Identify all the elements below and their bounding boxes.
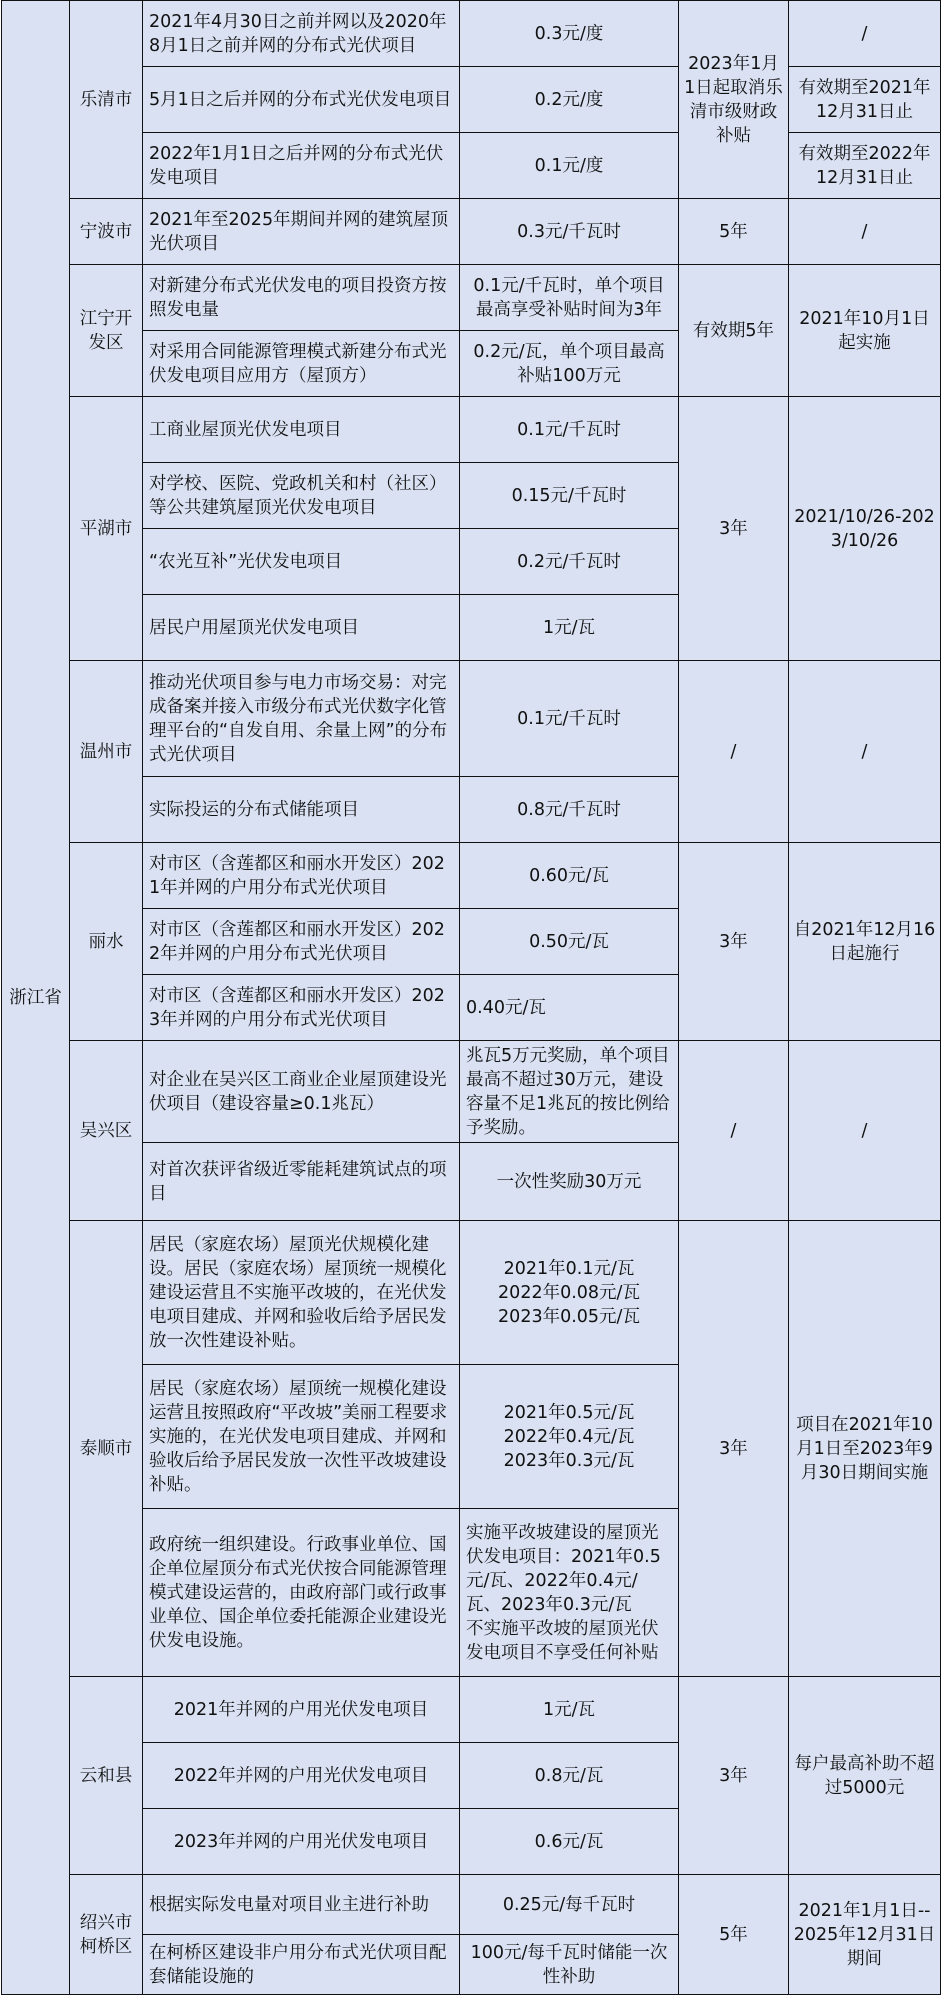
table-row — [2, 397, 941, 463]
table-row — [2, 1041, 941, 1143]
validity-cell: / — [789, 1, 941, 67]
city-cell-taishun: 泰顺市 — [70, 1221, 143, 1677]
validity-cell: 2021/10/26-2023/10/26 — [789, 397, 941, 661]
subsidy-policy-table — [1, 0, 941, 1995]
project-cell: 工商业屋顶光伏发电项目 — [143, 397, 460, 463]
city-cell-jiangning: 江宁开发区 — [70, 265, 143, 397]
city-cell-wenzhou: 温州市 — [70, 661, 143, 843]
project-cell: 2021年并网的户用光伏发电项目 — [143, 1677, 460, 1743]
table-row — [2, 133, 941, 199]
project-cell: 推动光伏项目参与电力市场交易：对完成备案并接入市级分布式光伏数字化管理平台的“自发自用、余量上网”的分布式光伏项目 — [143, 661, 460, 777]
duration-cell: 2023年1月1日起取消乐清市级财政补贴 — [679, 1, 789, 199]
project-cell: 2021年4月30日之前并网以及2020年8月1日之前并网的分布式光伏项目 — [143, 1, 460, 67]
validity-cell: 有效期至2022年12月31日止 — [789, 133, 941, 199]
subsidy-cell: 兆瓦5万元奖励，单个项目最高不超过30万元，建设容量不足1兆瓦的按比例给予奖励。 — [460, 1041, 679, 1143]
subsidy-cell: 0.50元/瓦 — [460, 909, 679, 975]
project-cell: 政府统一组织建设。行政事业单位、国企单位屋顶分布式光伏按合同能源管理模式建设运营的，由政府部门或行政事业单位、国企单位委托能源企业建设光伏发电设施。 — [143, 1509, 460, 1677]
validity-cell: 有效期至2021年12月31日止 — [789, 67, 941, 133]
subsidy-cell: 0.8元/瓦 — [460, 1743, 679, 1809]
duration-cell: 有效期5年 — [679, 265, 789, 397]
project-cell: 对市区（含莲都区和丽水开发区）2023年并网的户用分布式光伏项目 — [143, 975, 460, 1041]
project-cell: 对企业在吴兴区工商业企业屋顶建设光伏项目（建设容量≥0.1兆瓦） — [143, 1041, 460, 1143]
city-cell-yueqing: 乐清市 — [70, 1, 143, 199]
subsidy-cell: 0.40元/瓦 — [460, 975, 679, 1041]
subsidy-line: 2021年0.5元/瓦 — [503, 1402, 635, 1423]
table-row — [2, 661, 941, 777]
subsidy-cell: 0.1元/千瓦时 — [460, 661, 679, 777]
city-cell-keqiao: 绍兴市柯桥区 — [70, 1875, 143, 1995]
city-cell-ningbo: 宁波市 — [70, 199, 143, 265]
table-row — [2, 1, 941, 67]
subsidy-cell — [460, 1509, 679, 1677]
duration-cell: 5年 — [679, 1875, 789, 1995]
subsidy-cell: 0.1元/千瓦时，单个项目最高享受补贴时间为3年 — [460, 265, 679, 331]
subsidy-cell: 0.2元/千瓦时 — [460, 529, 679, 595]
project-cell: 对首次获评省级近零能耗建筑试点的项目 — [143, 1143, 460, 1221]
subsidy-cell: 0.15元/千瓦时 — [460, 463, 679, 529]
project-cell: 2022年1月1日之后并网的分布式光伏发电项目 — [143, 133, 460, 199]
project-cell: 对新建分布式光伏发电的项目投资方按照发电量 — [143, 265, 460, 331]
validity-cell: 2021年10月1日起实施 — [789, 265, 941, 397]
subsidy-cell: 0.60元/瓦 — [460, 843, 679, 909]
project-cell: 2022年并网的户用光伏发电项目 — [143, 1743, 460, 1809]
subsidy-line: 2022年0.08元/瓦 — [498, 1282, 640, 1303]
subsidy-cell: 0.3元/度 — [460, 1, 679, 67]
subsidy-cell: 0.8元/千瓦时 — [460, 777, 679, 843]
duration-cell: 5年 — [679, 199, 789, 265]
duration-cell: 3年 — [679, 1221, 789, 1677]
city-cell-yunhe: 云和县 — [70, 1677, 143, 1875]
subsidy-cell: 一次性奖励30万元 — [460, 1143, 679, 1221]
validity-cell: 2021年1月1日--2025年12月31日期间 — [789, 1875, 941, 1995]
subsidy-cell: 1元/瓦 — [460, 1677, 679, 1743]
city-cell-pinghu: 平湖市 — [70, 397, 143, 661]
project-cell: 在柯桥区建设非户用分布式光伏项目配套储能设施的 — [143, 1935, 460, 1995]
table-row — [2, 1677, 941, 1743]
city-cell-wuxing: 吴兴区 — [70, 1041, 143, 1221]
validity-cell: / — [789, 199, 941, 265]
project-cell: 居民（家庭农场）屋顶统一规模化建设运营且按照政府“平改坡”美丽工程要求实施的，在光伏发电项目建成、并网和验收后给予居民发放一次性平改坡建设补贴。 — [143, 1365, 460, 1509]
subsidy-cell: 0.2元/度 — [460, 67, 679, 133]
subsidy-cell: 1元/瓦 — [460, 595, 679, 661]
table-row — [2, 1875, 941, 1935]
project-cell: 居民（家庭农场）屋顶光伏规模化建设。居民（家庭农场）屋顶统一规模化建设运营且不实施平改坡的，在光伏发电项目建成、并网和验收后给予居民发放一次性建设补贴。 — [143, 1221, 460, 1365]
duration-cell: / — [679, 661, 789, 843]
project-cell: 实际投运的分布式储能项目 — [143, 777, 460, 843]
project-cell: “农光互补”光伏发电项目 — [143, 529, 460, 595]
project-cell: 对市区（含莲都区和丽水开发区）2022年并网的户用分布式光伏项目 — [143, 909, 460, 975]
province-cell: 浙江省 — [2, 1, 70, 1995]
validity-cell: 项目在2021年10月1日至2023年9月30日期间实施 — [789, 1221, 941, 1677]
table-row — [2, 265, 941, 331]
subsidy-line: 2023年0.05元/瓦 — [498, 1306, 640, 1327]
duration-cell: 3年 — [679, 1677, 789, 1875]
project-cell: 2023年并网的户用光伏发电项目 — [143, 1809, 460, 1875]
subsidy-cell: 0.2元/瓦，单个项目最高补贴100万元 — [460, 331, 679, 397]
subsidy-cell: 0.3元/千瓦时 — [460, 199, 679, 265]
subsidy-line: 2023年0.3元/瓦 — [503, 1450, 635, 1471]
subsidy-line: 不实施平改坡的屋顶光伏发电项目不享受任何补贴 — [466, 1618, 659, 1663]
validity-cell: 自2021年12月16日起施行 — [789, 843, 941, 1041]
subsidy-cell: 100元/每千瓦时储能一次性补助 — [460, 1935, 679, 1995]
table-row — [2, 1221, 941, 1365]
duration-cell: 3年 — [679, 397, 789, 661]
validity-cell: / — [789, 1041, 941, 1221]
project-cell: 居民户用屋顶光伏发电项目 — [143, 595, 460, 661]
subsidy-cell: 0.1元/度 — [460, 133, 679, 199]
project-cell: 对采用合同能源管理模式新建分布式光伏发电项目应用方（屋顶方） — [143, 331, 460, 397]
city-cell-lishui: 丽水 — [70, 843, 143, 1041]
subsidy-cell — [460, 1221, 679, 1365]
subsidy-line: 2021年0.1元/瓦 — [503, 1258, 635, 1279]
subsidy-line: 2022年0.4元/瓦 — [503, 1426, 635, 1447]
subsidy-cell — [460, 1365, 679, 1509]
validity-cell: / — [789, 661, 941, 843]
project-cell: 5月1日之后并网的分布式光伏发电项目 — [143, 67, 460, 133]
project-cell: 根据实际发电量对项目业主进行补助 — [143, 1875, 460, 1935]
validity-cell: 每户最高补助不超过5000元 — [789, 1677, 941, 1875]
project-cell: 对学校、医院、党政机关和村（社区）等公共建筑屋顶光伏发电项目 — [143, 463, 460, 529]
duration-cell: / — [679, 1041, 789, 1221]
duration-cell: 3年 — [679, 843, 789, 1041]
subsidy-cell: 0.25元/每千瓦时 — [460, 1875, 679, 1935]
project-cell: 2021年至2025年期间并网的建筑屋顶光伏项目 — [143, 199, 460, 265]
subsidy-cell: 0.1元/千瓦时 — [460, 397, 679, 463]
table-row — [2, 67, 941, 133]
subsidy-cell: 0.6元/瓦 — [460, 1809, 679, 1875]
subsidy-line: 实施平改坡建设的屋顶光伏发电项目：2021年0.5元/瓦、2022年0.4元/瓦、2023年0.3元/瓦 — [466, 1522, 661, 1615]
table-row — [2, 199, 941, 265]
table-row — [2, 843, 941, 909]
project-cell: 对市区（含莲都区和丽水开发区）2021年并网的户用分布式光伏项目 — [143, 843, 460, 909]
